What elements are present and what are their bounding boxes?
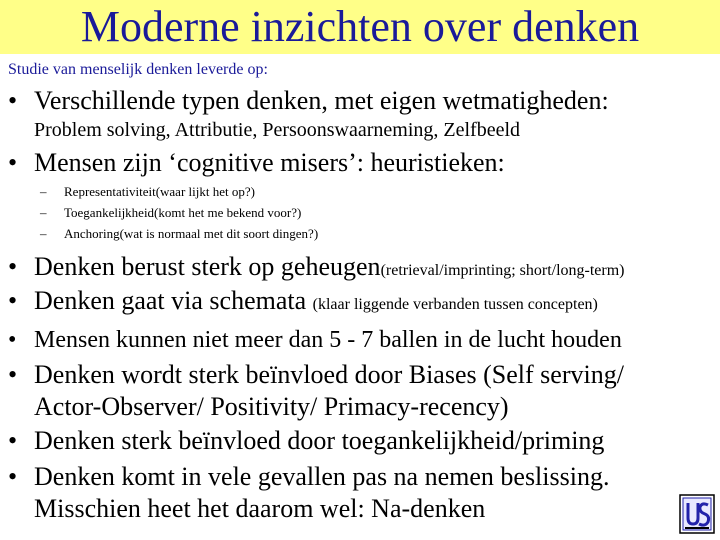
- bullet-schemata: [8, 286, 598, 320]
- bullet-biases: [8, 360, 624, 390]
- bullet-text: Mensen kunnen niet meer dan 5 - 7 ballen in de lucht houden: [34, 327, 622, 353]
- heuristic-item: [40, 226, 318, 242]
- dash-marker: –: [40, 184, 47, 199]
- bullet-marker: •: [8, 286, 18, 315]
- university-logo-icon: [679, 494, 715, 534]
- bullet-priming: [8, 426, 604, 456]
- heuristic-text: Anchoring(wat is normaal met dit soort dingen?): [64, 226, 319, 241]
- bullet-after-thinking: [8, 462, 609, 492]
- bullet-biases-continuation: Actor-Observer/ Positivity/ Primacy-recency): [34, 392, 509, 421]
- bullet-note: (klaar liggende verbanden tussen concepten): [312, 296, 598, 313]
- bullet-text: Verschillende typen denken, met eigen wetmatigheden:: [34, 86, 609, 115]
- dash-marker: –: [40, 205, 47, 220]
- bullet-memory: [8, 252, 625, 286]
- bullet-juggling-limit: [8, 325, 622, 355]
- bullet-text: Denken sterk beïnvloed door toegankelijkheid/priming: [34, 426, 605, 455]
- heuristic-item: [40, 184, 255, 200]
- slide-subtitle: Studie van menselijk denken leverde op:: [8, 61, 268, 78]
- bullet-text: Mensen zijn ‘cognitive misers’: heuristieken:: [34, 148, 505, 177]
- bullet-marker: •: [8, 86, 18, 115]
- bullet-after-thinking-continuation: Misschien heet het daarom wel: Na-denken: [34, 494, 486, 523]
- bullet-types-subline: Problem solving, Attributie, Persoonswaarneming, Zelfbeeld: [34, 119, 521, 141]
- slide-title: Moderne inzichten over denken: [80, 2, 640, 51]
- heuristic-text: Representativiteit(waar lijkt het op?): [64, 184, 255, 199]
- bullet-text: Denken komt in vele gevallen pas na nemen beslissing.: [34, 462, 610, 491]
- bullet-text: Denken gaat via schemata: [34, 286, 313, 315]
- bullet-cognitive-misers: [8, 148, 505, 178]
- bullet-marker: •: [8, 148, 18, 177]
- bullet-marker: •: [8, 360, 18, 389]
- dash-marker: –: [40, 226, 47, 241]
- heuristic-item: [40, 205, 301, 221]
- bullet-note: (retrieval/imprinting; short/long-term): [380, 262, 625, 279]
- heuristic-text: Toegankelijkheid(komt het me bekend voor?): [64, 205, 302, 220]
- bullet-marker: •: [8, 252, 18, 281]
- bullet-types-of-thinking: [8, 86, 609, 116]
- bullet-marker: •: [8, 462, 18, 491]
- bullet-marker: •: [8, 327, 17, 353]
- bullet-marker: •: [8, 426, 18, 455]
- bullet-text: Denken berust sterk op geheugen: [34, 252, 381, 281]
- bullet-text: Denken wordt sterk beïnvloed door Biases (Self serving/: [34, 360, 624, 389]
